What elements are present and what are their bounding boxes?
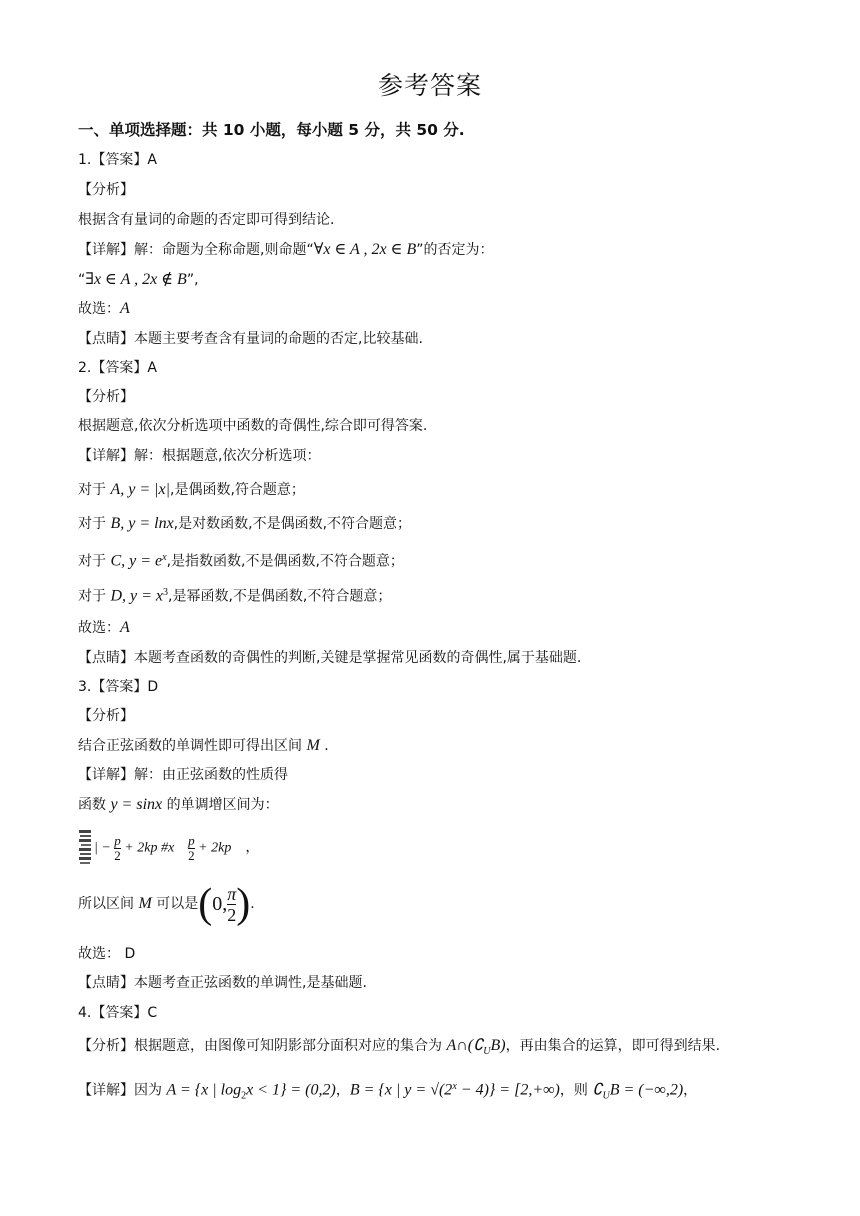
- q1-choose: [78, 300, 130, 318]
- q4-detail-sep: ，: [335, 1082, 350, 1099]
- q3-func-math: y = sinx: [110, 796, 163, 813]
- q2-option-d-text: ,是幂函数,不是偶函数,不符合题意；: [168, 588, 392, 605]
- q1-answer: 1.【答案】A: [78, 152, 157, 168]
- q3-analysis-math: M: [306, 737, 320, 754]
- q4-detail-then: ，则: [559, 1082, 593, 1099]
- q4-detail-b2: − 4)} = [2,+∞): [456, 1081, 560, 1099]
- q2-option-d-sup: 3: [163, 587, 169, 598]
- q3-func: [78, 796, 279, 814]
- q1-detail-suffix: ”的否定为：: [416, 242, 494, 258]
- q3-analysis: [78, 737, 329, 755]
- q4-detail-a: A = {x | log: [166, 1081, 242, 1099]
- q4-analysis-math2: B): [490, 1037, 506, 1054]
- q2-option-b-math: B, y = lnx: [110, 515, 174, 532]
- q4-answer: 4.【答案】C: [78, 1005, 158, 1021]
- q3-detail: 【详解】解：由正弦函数的性质得: [78, 767, 288, 783]
- q1-negation-close: ”,: [186, 272, 199, 288]
- q4-detail-a2: x < 1} = (0,2): [246, 1081, 336, 1099]
- q1-negation-math: ∃x ∈ A , 2x ∉ B: [85, 271, 187, 288]
- q3-func-suffix: 的单调增区间为：: [162, 797, 279, 813]
- garbled-den-2: 2: [188, 848, 195, 863]
- page-title: 参考答案: [377, 71, 482, 100]
- garbled-mid: + 2kp #x: [124, 840, 175, 856]
- garbled-right: + 2kp: [198, 840, 232, 856]
- q4-detail-c2: B = (−∞,2): [609, 1081, 684, 1099]
- garbled-frac-1: [114, 834, 121, 863]
- q1-detail-prefix: 【详解】解：命题为全称命题,则命题“: [78, 242, 314, 258]
- q2-option-c-text: ,是指数函数,不是偶函数,不符合题意；: [166, 553, 404, 570]
- garbled-num-2: p: [188, 833, 195, 848]
- q4-detail-b-sup: x: [452, 1081, 457, 1092]
- right-paren-icon: ): [236, 881, 251, 927]
- q4-detail-end: ，: [683, 1082, 698, 1099]
- q3-interval-end: .: [250, 896, 255, 912]
- q1-detail-math: ∀x ∈ A , 2x ∈ B: [313, 241, 417, 258]
- q2-answer: 2.【答案】A: [78, 360, 157, 376]
- q3-interval-den: 2: [227, 904, 237, 925]
- q3-func-prefix: 函数: [78, 797, 111, 813]
- q4-analysis: [78, 1037, 720, 1061]
- garbled-frac-2: [188, 834, 195, 863]
- q2-option-d-prefix: 对于: [78, 588, 111, 605]
- q3-interval-zero: 0,: [212, 893, 228, 915]
- q2-choose: [78, 619, 130, 637]
- q2-option-b-text: ,是对数函数,不是偶函数,不符合题意；: [173, 516, 412, 532]
- q3-interval: [78, 880, 255, 928]
- garbled-num-1: p: [114, 833, 121, 848]
- section-heading: 一、单项选择题：共 10 小题，每小题 5 分，共 50 分.: [78, 121, 465, 139]
- q4-detail-a-sub: 2: [241, 1090, 247, 1102]
- q4-detail-c: ∁: [592, 1081, 603, 1099]
- q2-option-a: [78, 481, 305, 499]
- q4-detail-c-sub: U: [602, 1090, 610, 1102]
- q3-answer: 3.【答案】D: [78, 679, 159, 695]
- q1-analysis-tag: 【分析】: [78, 182, 134, 198]
- q4-analysis-suffix: ，再由集合的运算，即可得到结果.: [505, 1038, 721, 1054]
- q1-choose-value: A: [120, 300, 130, 317]
- q2-option-a-text: ,是偶函数,符合题意；: [170, 482, 305, 498]
- q1-comment: 【点睛】本题主要考查含有量词的命题的否定,比较基础.: [78, 331, 423, 347]
- q1-negation-open: “: [78, 272, 86, 288]
- q2-option-b-prefix: 对于: [78, 516, 111, 532]
- q4-detail-prefix: 【详解】因为: [78, 1082, 167, 1099]
- q2-option-b: [78, 515, 411, 533]
- q2-option-d: [78, 584, 391, 606]
- q4-detail: [78, 1078, 697, 1105]
- q3-analysis-prefix: 结合正弦函数的单调性即可得出区间: [78, 738, 307, 754]
- q3-choose: 故选： D: [78, 946, 136, 962]
- q3-interval-mid: 可以是: [151, 896, 199, 912]
- q3-analysis-tag: 【分析】: [78, 708, 134, 724]
- q2-analysis-tag: 【分析】: [78, 389, 134, 405]
- q2-comment: 【点睛】本题考查函数的奇偶性的判断,关键是掌握常见函数的奇偶性,属于基础题.: [78, 650, 582, 666]
- q4-analysis-math: A∩(∁: [446, 1037, 484, 1054]
- q2-option-c-math: C, y = e: [110, 552, 163, 570]
- q2-option-c-prefix: 对于: [78, 553, 111, 570]
- q1-choose-prefix: 故选：: [78, 301, 120, 317]
- q2-option-d-math: D, y = x: [110, 587, 164, 605]
- q3-garbled-interval: [78, 828, 860, 868]
- q3-interval-math: M: [138, 895, 152, 912]
- q2-choose-value: A: [120, 619, 130, 636]
- q1-analysis: 根据含有量词的命题的否定即可得到结论.: [78, 212, 335, 228]
- garbled-glyph-icon: [78, 828, 94, 868]
- q2-analysis: 根据题意,依次分析选项中函数的奇偶性,综合即可得答案.: [78, 418, 428, 434]
- q3-interval-frac: [227, 884, 236, 925]
- q2-option-c: [78, 549, 404, 571]
- q1-negation: [78, 271, 199, 289]
- q4-analysis-sub: U: [483, 1045, 491, 1057]
- garbled-left: | −: [94, 840, 111, 856]
- q3-interval-prefix: 所以区间: [78, 896, 139, 912]
- q2-option-a-prefix: 对于: [78, 482, 111, 498]
- q3-interval-num: π: [227, 883, 237, 904]
- q3-comment: 【点睛】本题考查正弦函数的单调性,是基础题.: [78, 975, 367, 991]
- q2-option-a-math: A, y = |x|: [110, 481, 171, 498]
- left-paren-icon: (: [198, 881, 213, 927]
- garbled-expression: [94, 834, 259, 863]
- q3-analysis-suffix: .: [319, 738, 329, 754]
- q4-analysis-prefix: 【分析】根据题意，由图像可知阴影部分面积对应的集合为: [78, 1038, 447, 1054]
- q2-choose-prefix: 故选：: [78, 620, 120, 636]
- garbled-den-1: 2: [114, 848, 121, 863]
- garbled-tail: ，: [245, 840, 260, 856]
- q2-detail: 【详解】解：根据题意,依次分析选项：: [78, 448, 321, 464]
- q1-detail: [78, 241, 493, 259]
- q4-detail-b: B = {x | y = √(2: [349, 1081, 453, 1099]
- q2-option-c-sup: x: [162, 552, 167, 563]
